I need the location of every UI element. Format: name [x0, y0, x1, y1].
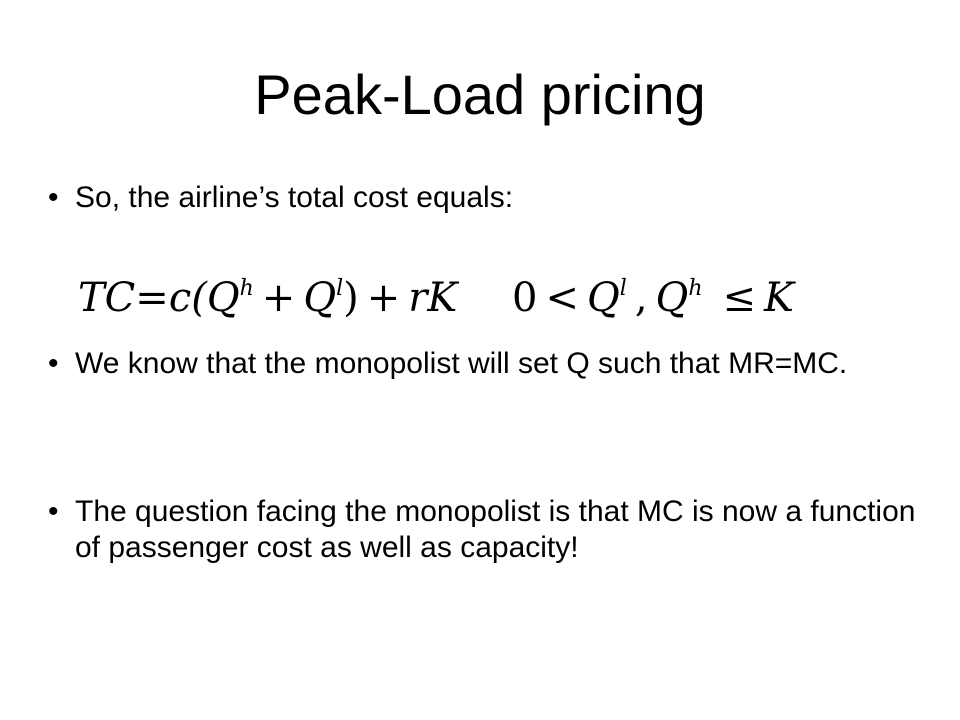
bullet-dot: •	[48, 181, 59, 214]
bullet-text: The question facing the monopolist is that MC is now a function of passenger cost as well as capacity!	[75, 495, 916, 564]
bullet-text: So, the airline’s total cost equals:	[75, 181, 514, 214]
bullet-total-cost	[48, 180, 928, 216]
bullet-text: We know that the monopolist will set Q such that MR=MC.	[75, 347, 848, 380]
total-cost-equation: $TC=c(Q^h + Q^l)$ + rK	[78, 275, 458, 321]
bullet-dot: •	[48, 347, 59, 380]
capacity-constraint-equation: $0 < Q^l$ , $Q^h$ ≤ K	[512, 275, 794, 321]
bullet-mr-mc	[48, 346, 928, 382]
bullet-mc-function	[48, 494, 928, 566]
bullet-dot: •	[48, 495, 59, 528]
slide-title: Peak-Load pricing	[254, 63, 706, 126]
